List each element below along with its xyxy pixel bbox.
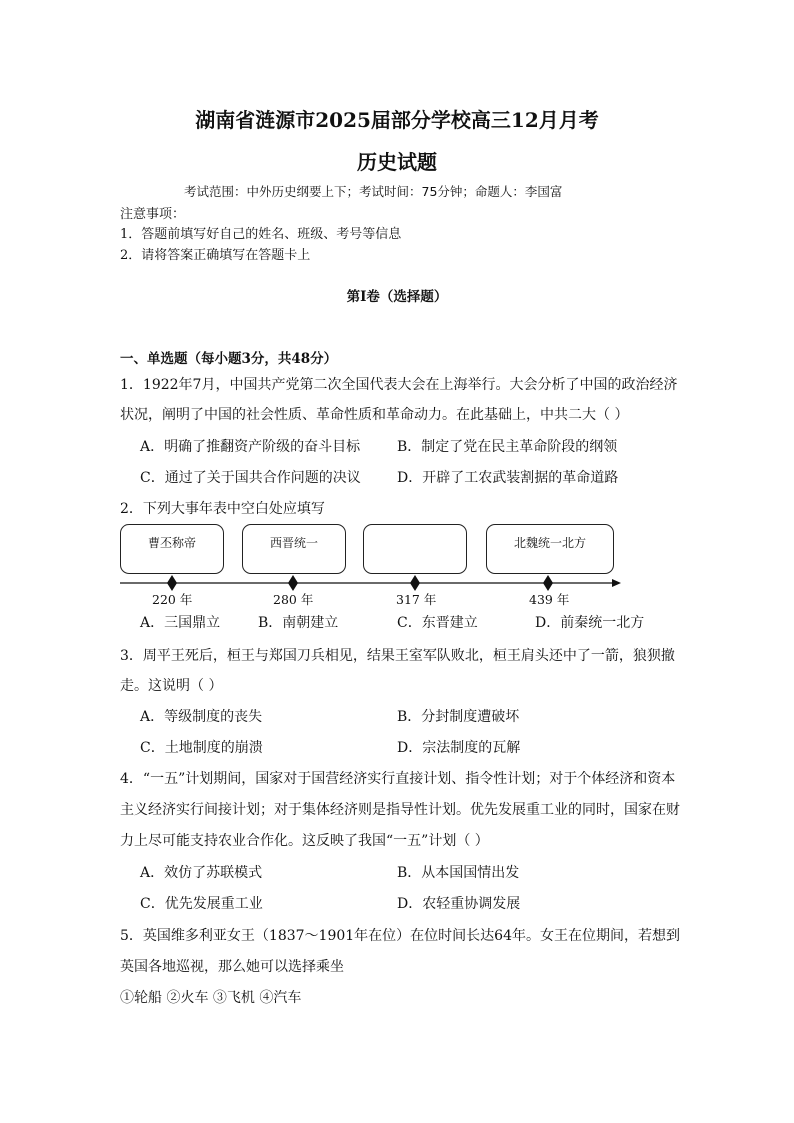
timeline-year-label: 317 年 — [396, 592, 437, 607]
question-1-option-b[interactable]: B．制定了党在民主革命阶段的纲领 — [397, 439, 618, 455]
question-5-stem-line: 英国各地巡视，那么她可以选择乘坐 — [120, 959, 344, 975]
timeline-blank-box — [363, 524, 467, 574]
timeline-event-label: 曹丕称帝 — [147, 536, 196, 550]
question-3-stem-line: 3．周平王死后，桓王与郑国刀兵相见，结果王室军队败北，桓王肩头还中了一箭，狼狈撤 — [120, 648, 675, 664]
exam-info: 考试范围：中外历史纲要上下；考试时间：75分钟；命题人：李国富 — [184, 184, 563, 199]
timeline-year-label: 220 年 — [152, 592, 193, 607]
question-3-option-a[interactable]: A．等级制度的丧失 — [140, 709, 263, 725]
exam-subject: 历史试题 — [357, 150, 437, 174]
timeline-event-label: 北魏统一北方 — [513, 536, 586, 550]
notes-heading: 注意事项： — [120, 207, 186, 222]
question-4-option-a[interactable]: A．效仿了苏联模式 — [140, 865, 263, 881]
exam-title: 湖南省涟源市2025届部分学校高三12月月考 — [195, 108, 599, 132]
timeline-arrow-icon — [612, 579, 621, 587]
question-4-option-c[interactable]: C．优先发展重工业 — [140, 896, 263, 912]
timeline-event-box — [242, 524, 346, 574]
question-4-stem-line: 4．“一五”计划期间，国家对于国营经济实行直接计划、指令性计划；对于个体经济和资本 — [120, 771, 676, 787]
question-3-option-b[interactable]: B．分封制度遭破坏 — [397, 709, 520, 725]
timeline-marker-diamond — [543, 575, 553, 591]
question-3-option-d[interactable]: D．宗法制度的瓦解 — [397, 740, 521, 756]
timeline-event-label: 西晋统一 — [269, 536, 318, 550]
question-2-stem-line: 2．下列大事年表中空白处应填写 — [120, 501, 325, 517]
timeline-marker-diamond — [288, 575, 298, 591]
question-1-option-a[interactable]: A．明确了推翻资产阶级的奋斗目标 — [140, 439, 361, 455]
timeline-event-box — [120, 524, 224, 574]
question-1-option-d[interactable]: D．开辟了工农武装割据的革命道路 — [397, 470, 619, 486]
question-4-stem-line: 力上尽可能支持农业合作化。这反映了我国“一五”计划（ ） — [120, 833, 489, 849]
timeline-marker-diamond — [167, 575, 177, 591]
question-2-option-a[interactable]: A．三国鼎立 — [140, 615, 221, 631]
section-title: 一、单选题（每小题3分，共48分） — [120, 351, 338, 367]
question-2-option-c[interactable]: C．东晋建立 — [397, 615, 478, 631]
timeline-year-label: 280 年 — [273, 592, 314, 607]
question-1-option-c[interactable]: C．通过了关于国共合作问题的决议 — [140, 470, 361, 486]
question-2-option-b[interactable]: B．南朝建立 — [258, 615, 339, 631]
question-3-stem-line: 走。这说明（ ） — [120, 678, 223, 694]
volume-title: 第I卷（选择题） — [346, 289, 448, 305]
question-2-option-d[interactable]: D．前秦统一北方 — [535, 615, 645, 631]
question-4-option-d[interactable]: D．农轻重协调发展 — [397, 896, 521, 912]
note-item: 1．答题前填写好自己的姓名、班级、考号等信息 — [120, 227, 402, 242]
question-5-choices: ①轮船 ②火车 ③飞机 ④汽车 — [120, 990, 302, 1006]
timeline-year-label: 439 年 — [529, 592, 570, 607]
question-3-option-c[interactable]: C．土地制度的崩溃 — [140, 740, 263, 756]
timeline-event-box — [486, 524, 614, 574]
note-item: 2．请将答案正确填写在答题卡上 — [120, 248, 311, 263]
question-4-stem-line: 主义经济实行间接计划；对于集体经济则是指导性计划。优先发展重工业的同时，国家在财 — [120, 802, 680, 818]
question-4-option-b[interactable]: B．从本国国情出发 — [397, 865, 520, 881]
question-1-stem-line: 状况，阐明了中国的社会性质、革命性质和革命动力。在此基础上，中共二大（ ） — [120, 407, 629, 423]
question-1-stem-line: 1．1922年7月，中国共产党第二次全国代表大会在上海举行。大会分析了中国的政治经济 — [120, 377, 678, 393]
timeline-marker-diamond — [410, 575, 420, 591]
question-5-stem-line: 5．英国维多利亚女王（1837～1901年在位）在位时间长达64年。女王在位期间，若想到 — [120, 928, 680, 944]
